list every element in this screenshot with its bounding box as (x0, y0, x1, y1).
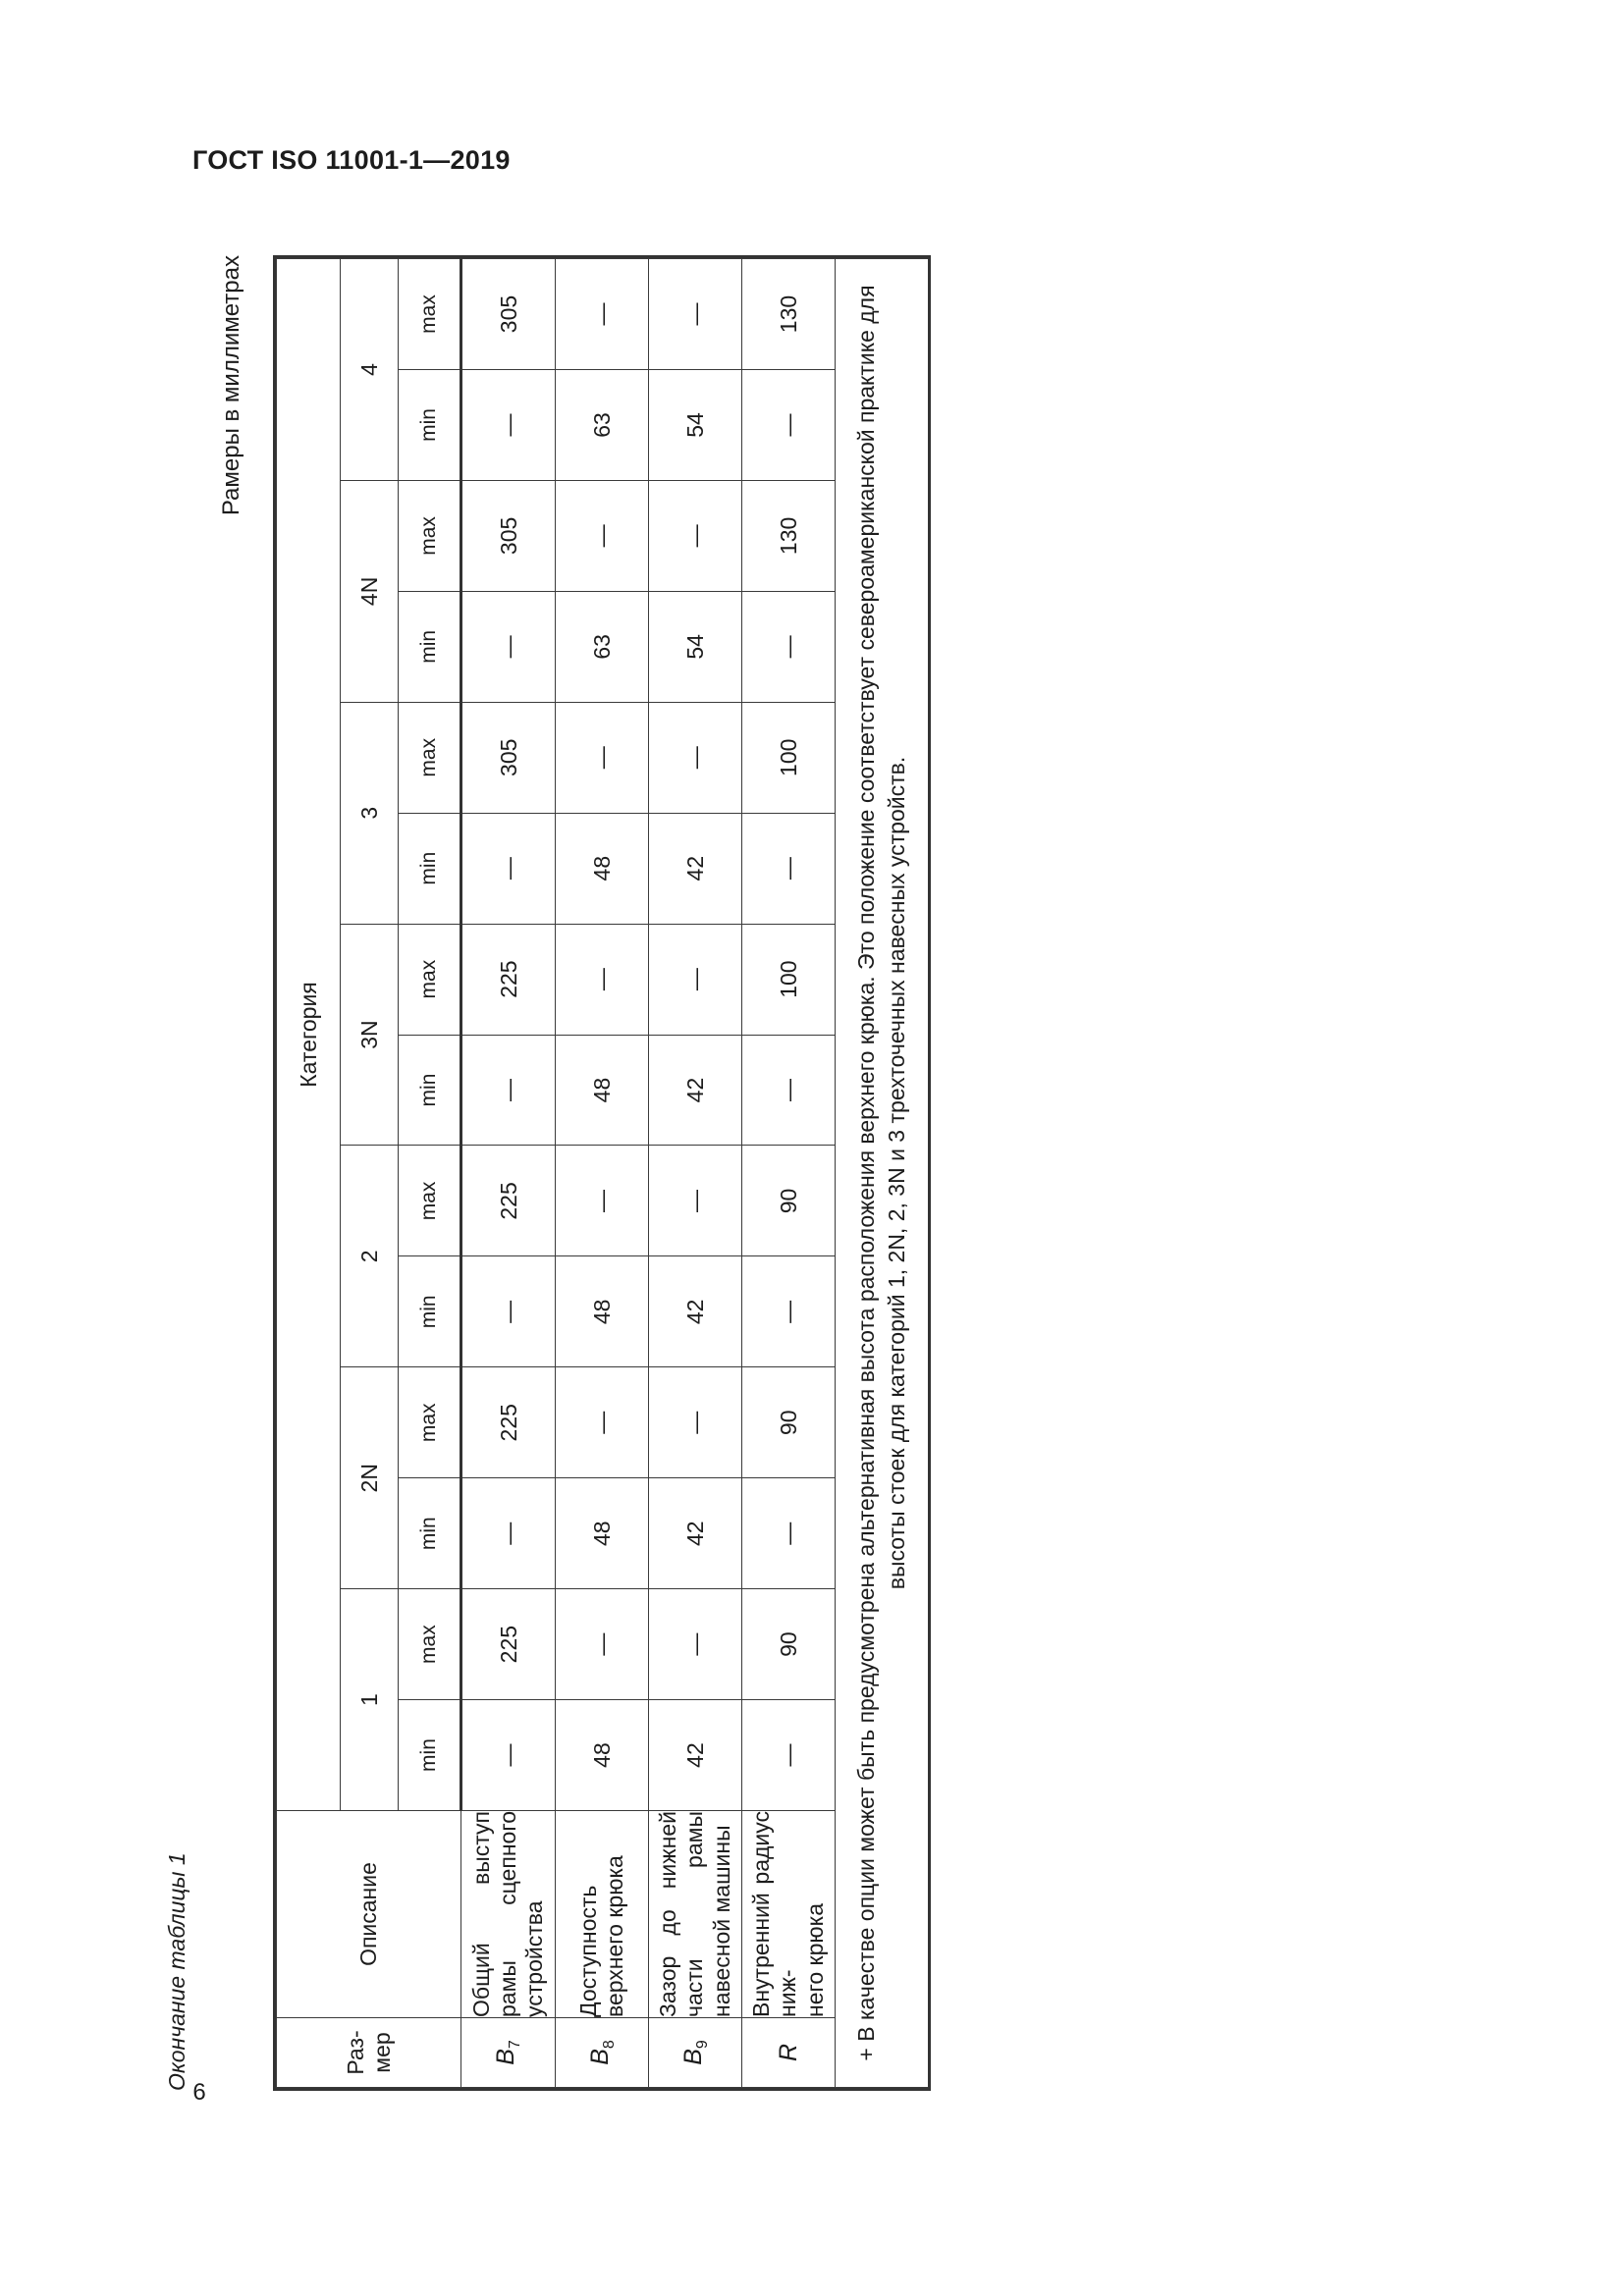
page-number: 6 (192, 2079, 206, 2106)
category-1: 1 (341, 1589, 399, 1811)
value-cell: — (556, 1367, 649, 1478)
value-cell: — (742, 1035, 836, 1146)
max-label: max (399, 259, 461, 370)
value-cell: 225 (461, 1367, 556, 1478)
value-cell: — (556, 924, 649, 1035)
value-cell: — (649, 924, 742, 1035)
size-code: R (742, 2018, 836, 2088)
description-cell: Зазор до нижней части рамы навесной машины (649, 1811, 742, 2018)
value-cell: — (649, 259, 742, 370)
min-label: min (399, 1035, 461, 1146)
max-label: max (399, 1367, 461, 1478)
value-cell: — (742, 813, 836, 924)
table-row (649, 259, 742, 2088)
value-cell: — (742, 1256, 836, 1367)
value-cell: 90 (742, 1589, 836, 1700)
units-note: Рамеры в миллиметрах (218, 255, 244, 516)
value-cell: 48 (556, 813, 649, 924)
table-row (742, 259, 836, 2088)
max-label: max (399, 924, 461, 1035)
value-cell: — (461, 591, 556, 702)
value-cell: — (461, 1035, 556, 1146)
category-2: 2 (341, 1146, 399, 1367)
description-cell: Общий выступ рамы сцепного устройства (461, 1811, 556, 2018)
value-cell: 63 (556, 370, 649, 481)
value-cell: 90 (742, 1146, 836, 1256)
value-cell: — (556, 1146, 649, 1256)
value-cell: 225 (461, 1146, 556, 1256)
min-label: min (399, 813, 461, 924)
value-cell: — (649, 1589, 742, 1700)
value-cell: — (649, 480, 742, 591)
table-row (461, 259, 556, 2088)
category-4n: 4N (341, 480, 399, 702)
max-label: max (399, 1146, 461, 1256)
category-3: 3 (341, 702, 399, 924)
value-cell: — (556, 259, 649, 370)
value-cell: 100 (742, 924, 836, 1035)
value-cell: 130 (742, 480, 836, 591)
value-cell: — (556, 480, 649, 591)
value-cell: 42 (649, 1035, 742, 1146)
max-label: max (399, 702, 461, 813)
value-cell: 42 (649, 1478, 742, 1589)
value-cell: — (742, 1478, 836, 1589)
description-cell: Доступность верхнего крюка (556, 1811, 649, 2018)
value-cell: 54 (649, 591, 742, 702)
value-cell: — (649, 1146, 742, 1256)
category-header: Категория (277, 259, 341, 1811)
size-code: $B_8$ (556, 2018, 649, 2088)
min-label: min (399, 1700, 461, 1811)
table-caption: Окончание таблицы 1 (164, 1852, 189, 2091)
value-cell: — (461, 813, 556, 924)
category-4: 4 (341, 259, 399, 481)
value-cell: 305 (461, 259, 556, 370)
value-cell: 305 (461, 480, 556, 591)
value-cell: 225 (461, 1589, 556, 1700)
max-label: max (399, 480, 461, 591)
max-label: max (399, 1589, 461, 1700)
description-cell: Внутренний радиус ниж- него крюка (742, 1811, 836, 2018)
spec-table (276, 258, 928, 2088)
value-cell: — (649, 702, 742, 813)
value-cell: 48 (556, 1700, 649, 1811)
value-cell: — (461, 1256, 556, 1367)
footnote-row (836, 259, 929, 2088)
table-footnote: + В качестве опции может быть предусмотрена альтернативная высота расположения верхнего крюка. Это положение соответствует североамериканской практике для высоты стоек для категорий 1, 2N, 2, 3N и 3 трехточечных навесных устройств. (836, 259, 929, 2088)
value-cell: 305 (461, 702, 556, 813)
value-cell: — (742, 591, 836, 702)
value-cell: 63 (556, 591, 649, 702)
value-cell: — (742, 370, 836, 481)
size-code: $B_9$ (649, 2018, 742, 2088)
value-cell: 48 (556, 1478, 649, 1589)
size-code: $B_7$ (461, 2018, 556, 2088)
value-cell: 42 (649, 813, 742, 924)
value-cell: 48 (556, 1035, 649, 1146)
table-row (556, 259, 649, 2088)
description-header: Описание (277, 1811, 461, 2018)
size-header: Раз- мер (277, 2018, 461, 2088)
value-cell: — (742, 1700, 836, 1811)
min-label: min (399, 370, 461, 481)
value-cell: 225 (461, 924, 556, 1035)
min-label: min (399, 1478, 461, 1589)
value-cell: 42 (649, 1700, 742, 1811)
table-body (461, 259, 836, 2088)
value-cell: 100 (742, 702, 836, 813)
min-label: min (399, 591, 461, 702)
value-cell: — (556, 702, 649, 813)
value-cell: — (461, 1700, 556, 1811)
table-frame (273, 255, 931, 2091)
document-title: ГОСТ ISO 11001-1—2019 (192, 145, 511, 175)
category-2n: 2N (341, 1367, 399, 1589)
value-cell: 90 (742, 1367, 836, 1478)
value-cell: 130 (742, 259, 836, 370)
value-cell: — (649, 1367, 742, 1478)
value-cell: — (461, 370, 556, 481)
value-cell: — (556, 1589, 649, 1700)
value-cell: — (461, 1478, 556, 1589)
category-3n: 3N (341, 924, 399, 1146)
value-cell: 54 (649, 370, 742, 481)
min-label: min (399, 1256, 461, 1367)
value-cell: 48 (556, 1256, 649, 1367)
value-cell: 42 (649, 1256, 742, 1367)
